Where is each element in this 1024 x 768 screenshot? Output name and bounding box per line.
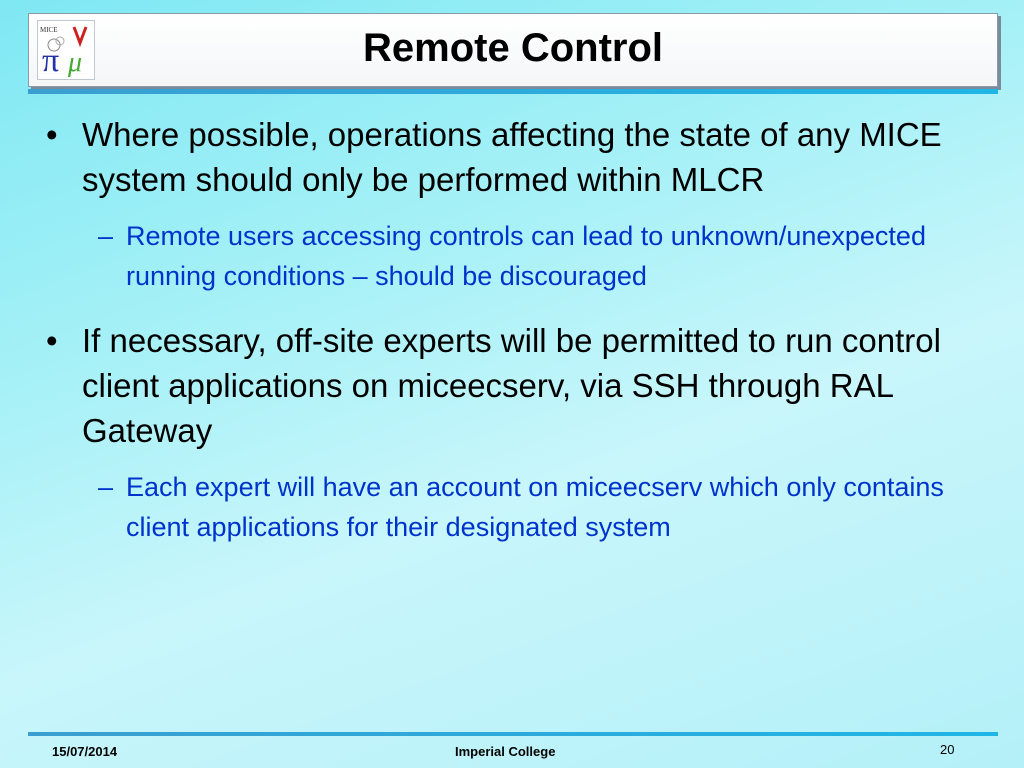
bullet-mark: • <box>46 322 58 359</box>
svg-text:μ: μ <box>68 47 83 78</box>
title-bar <box>28 13 998 87</box>
bullet-mark: • <box>46 116 58 153</box>
slide-title: Remote Control <box>363 26 663 70</box>
slide-body <box>40 112 980 569</box>
sub-bullet-text: Remote users accessing controls can lead to unknown/unexpected running conditions – should be discouraged <box>126 221 926 291</box>
logo-glyph: π <box>42 42 60 79</box>
bullet-item <box>40 318 980 453</box>
header-divider <box>28 89 998 94</box>
footer-divider <box>28 732 998 736</box>
sub-bullet-item <box>40 216 980 296</box>
footer-date: 15/07/2014 <box>52 744 118 759</box>
sub-bullet-mark: – <box>98 221 114 251</box>
bullet-item <box>40 112 980 202</box>
sub-bullet-text: Each expert will have an account on miceecserv which only contains client applications for their designated system <box>126 472 944 542</box>
bullet-text: Where possible, operations affecting the state of any MICE system should only be performed within MLCR <box>82 116 942 198</box>
sub-bullet-mark: – <box>98 472 114 502</box>
sub-bullet-item <box>40 467 980 547</box>
logo-small-text: MICE <box>40 26 58 34</box>
page-number: 20 <box>940 742 955 757</box>
footer-organization: Imperial College <box>455 744 556 759</box>
bullet-text: If necessary, off-site experts will be permitted to run control client applications on miceecserv, via SSH through RAL Gateway <box>82 322 941 449</box>
